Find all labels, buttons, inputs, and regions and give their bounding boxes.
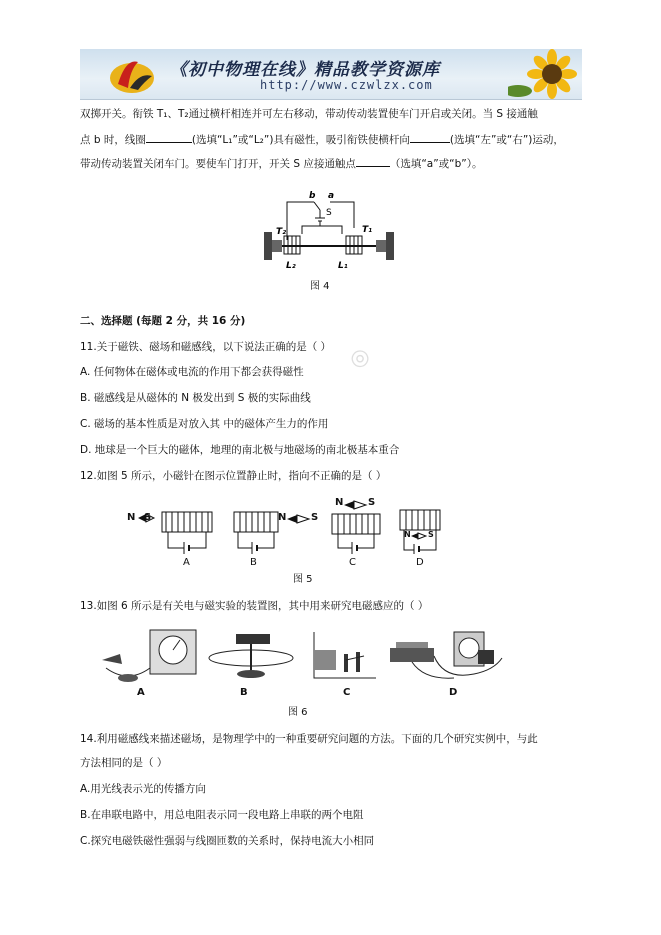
- figure-5-c: [330, 512, 390, 556]
- fig6-option-a[interactable]: A: [137, 687, 145, 698]
- label-l1: L₁: [338, 261, 348, 270]
- compass-needle-d-icon: [411, 532, 427, 540]
- figure-5-a: [136, 510, 246, 556]
- fig5b-s-label: S: [311, 512, 319, 523]
- figure-5-caption: 图 5: [293, 574, 313, 585]
- q11-option-c[interactable]: C. 磁场的基本性质是对放入其 中的磁体产生力的作用: [80, 418, 329, 430]
- q14-option-b[interactable]: B.在串联电路中，用总电阻表示同一段电路上串联的两个电阻: [80, 809, 364, 821]
- q13-stem: 13.如图 6 所示是有关电与磁实验的装置图，其中用来研究电磁感应的（ ）: [80, 600, 429, 612]
- compass-needle-c-icon: [344, 500, 368, 510]
- fig5d-s-label: S: [428, 530, 434, 539]
- q11-option-a[interactable]: A. 任何物体在磁体或电流的作用下都会获得磁性: [80, 366, 304, 378]
- intro-line-1: 双掷开关。衔铁 T₁、T₂通过横杆相连并可左右移动，带动传动装置使车门开启或关闭。当 S 接通触: [80, 108, 538, 120]
- section-2-heading: 二、选择题 (每题 2 分，共 16 分): [80, 315, 246, 327]
- intro-text: (选填“左”或“右”)运动，: [449, 134, 564, 146]
- fig5c-n-label: N: [335, 497, 344, 508]
- figure-4-circuit: [262, 188, 398, 270]
- armature-t1: [376, 240, 386, 252]
- fig5-option-b[interactable]: B: [250, 557, 257, 568]
- header-title: 《初中物理在线》精品教学资源库: [170, 60, 440, 80]
- figure-6-d: [384, 628, 514, 686]
- figure-6-caption: 图 6: [288, 707, 308, 718]
- answer-blank-direction[interactable]: [410, 131, 450, 143]
- fig5c-s-label: S: [368, 497, 376, 508]
- answer-blank-contact[interactable]: [356, 155, 390, 167]
- fig6-option-b[interactable]: B: [240, 687, 248, 698]
- intro-line-3: [80, 155, 482, 171]
- label-t1: T₁: [362, 225, 373, 235]
- figure-6-a: [98, 628, 208, 686]
- label-t2: T₂: [276, 227, 287, 237]
- label-a: a: [328, 191, 335, 201]
- q12-stem: 12.如图 5 所示，小磁针在图示位置静止时，指向不正确的是（ ）: [80, 470, 387, 482]
- sunflower-icon: [508, 49, 582, 99]
- intro-line-2: [80, 131, 564, 147]
- armature-t2: [272, 240, 282, 252]
- left-wall: [264, 232, 272, 260]
- header-url: http://www.czwlzx.com: [260, 78, 433, 92]
- fig5-option-d[interactable]: D: [416, 557, 424, 568]
- intro-text: （选填“a”或“b”）。: [389, 158, 483, 170]
- intro-text: 点 b 时，线圈: [80, 134, 146, 146]
- q14-stem-line-1: 14.利用磁感线来描述磁场，是物理学中的一种重要研究问题的方法。下面的几个研究实例中，与此: [80, 733, 538, 745]
- intro-text: (选填“L₁”或“L₂”)具有磁性，吸引衔铁使横杆向: [191, 134, 410, 146]
- fig5a-s-label: S: [144, 512, 152, 523]
- figure-4-caption: 图 4: [310, 281, 330, 292]
- q14-stem-line-2: 方法相同的是（ ）: [80, 757, 168, 769]
- label-s: S: [326, 208, 332, 218]
- q11-option-b[interactable]: B. 磁感线是从磁体的 N 极发出到 S 极的实际曲线: [80, 392, 311, 404]
- fig5-option-a[interactable]: A: [183, 557, 190, 568]
- fig6-option-d[interactable]: D: [449, 687, 458, 698]
- fig6-option-c[interactable]: C: [343, 687, 351, 698]
- q11-option-d[interactable]: D. 地球是一个巨大的磁体，地理的南北极与地磁场的南北极基本重合: [80, 444, 400, 456]
- label-b: b: [309, 191, 316, 201]
- site-logo-icon: [108, 54, 156, 96]
- fig5a-n-label: N: [127, 512, 136, 523]
- answer-blank-coil[interactable]: [146, 131, 192, 143]
- compass-needle-b-icon: [287, 514, 311, 524]
- fig5-option-c[interactable]: C: [349, 557, 356, 568]
- q14-option-a[interactable]: A.用光线表示光的传播方向: [80, 783, 206, 795]
- label-l2: L₂: [286, 261, 296, 270]
- right-wall: [386, 232, 394, 260]
- q14-option-c[interactable]: C.探究电磁铁磁性强弱与线圈匝数的关系时，保持电流大小相同: [80, 835, 375, 847]
- figure-6-b: [206, 632, 296, 682]
- watermark: ◎: [345, 341, 376, 374]
- figure-6-c: [308, 630, 380, 682]
- fig5d-n-label: N: [404, 530, 411, 539]
- fig5b-n-label: N: [278, 512, 287, 523]
- intro-text: 带动传动装置关闭车门。要使车门打开，开关 S 应接通触点: [80, 158, 356, 170]
- q11-stem: 11.关于磁铁、磁场和磁感线，以下说法正确的是（ ）: [80, 341, 332, 353]
